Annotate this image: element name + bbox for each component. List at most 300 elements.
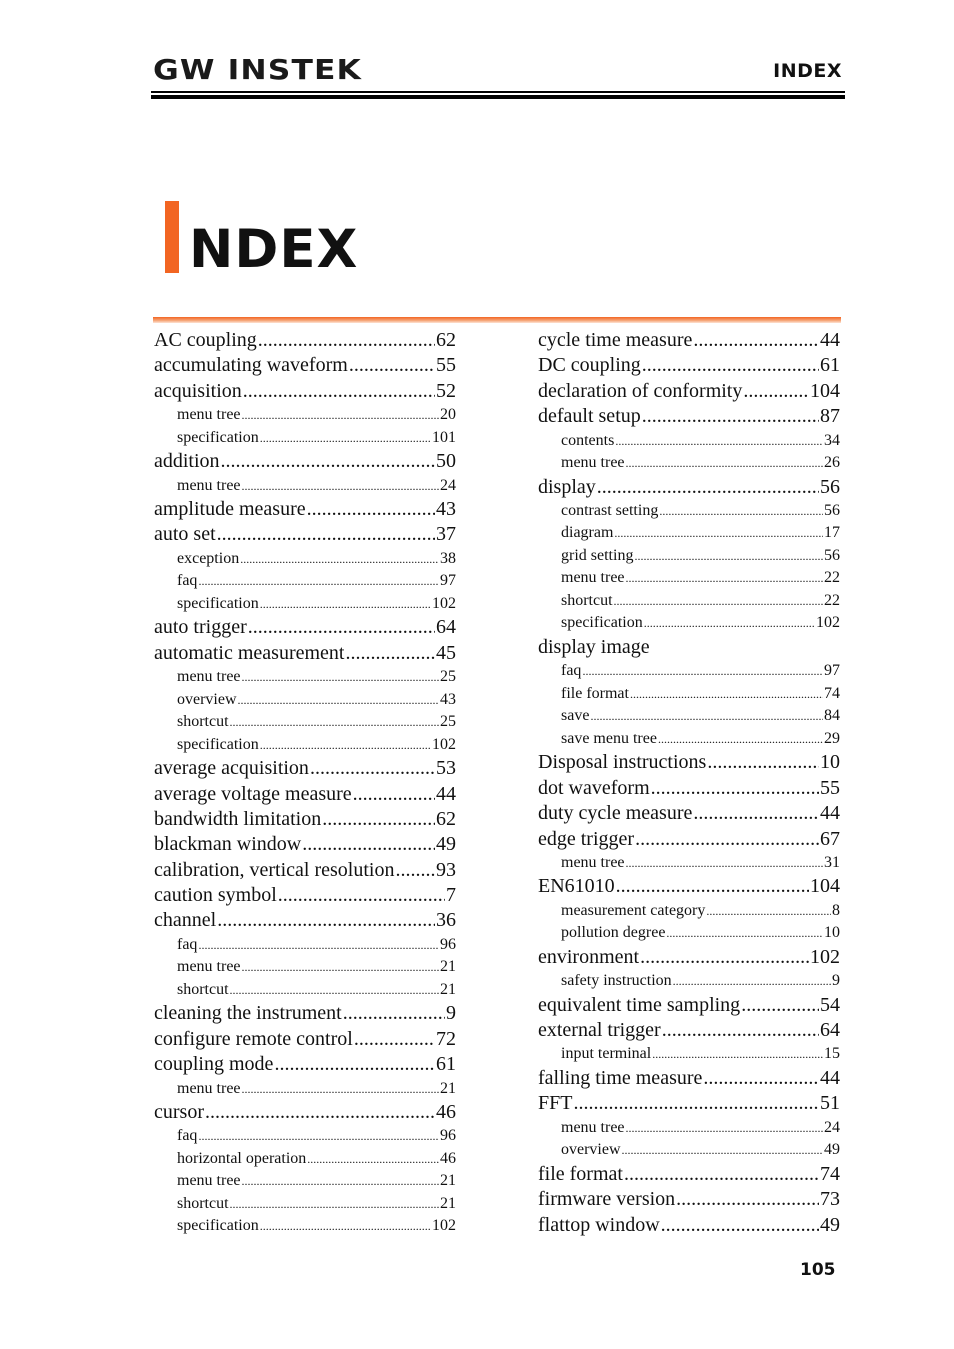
leader-dots — [651, 776, 819, 801]
index-page-ref: 104 — [810, 875, 840, 898]
index-term: horizontal operation — [177, 1149, 307, 1167]
leader-dots — [658, 728, 823, 751]
index-page-ref: 10 — [824, 924, 840, 942]
index-subentry — [538, 683, 840, 706]
leader-dots — [707, 750, 819, 775]
index-entry — [538, 475, 840, 500]
index-entry — [538, 776, 840, 801]
index-page-ref: 17 — [824, 524, 840, 542]
index-term: diagram — [561, 524, 614, 542]
leader-dots — [230, 979, 439, 1002]
index-page-ref: 22 — [824, 569, 840, 587]
index-entry — [154, 1100, 456, 1125]
index-subentry — [538, 728, 840, 751]
index-term: pollution degree — [561, 924, 666, 942]
leader-dots — [242, 1078, 439, 1101]
leader-dots — [741, 993, 819, 1018]
leader-dots — [278, 883, 445, 908]
index-page-ref: 44 — [820, 1066, 840, 1089]
leader-dots — [743, 379, 809, 404]
index-subentry — [154, 427, 456, 450]
index-entry — [538, 945, 840, 970]
leader-dots — [310, 756, 435, 781]
index-page-ref: 10 — [820, 751, 840, 774]
leader-dots — [642, 404, 819, 429]
leader-dots — [198, 934, 439, 957]
index-column-left — [154, 328, 456, 1238]
index-entry — [538, 1187, 840, 1212]
index-page-ref: 25 — [440, 713, 456, 731]
index-page-ref: 73 — [820, 1188, 840, 1211]
index-page-ref: 49 — [820, 1213, 840, 1236]
index-entry — [154, 641, 456, 666]
leader-dots — [630, 683, 823, 706]
leader-dots — [626, 852, 823, 875]
index-term: specification — [177, 1217, 259, 1235]
index-entry — [154, 353, 456, 378]
index-page-ref: 26 — [824, 454, 840, 472]
index-page-ref: 7 — [446, 884, 456, 907]
leader-dots — [258, 328, 435, 353]
leader-dots — [642, 353, 819, 378]
index-term: menu tree — [561, 569, 625, 587]
index-page-ref: 62 — [436, 329, 456, 351]
leader-dots — [666, 922, 823, 945]
leader-dots — [242, 404, 439, 427]
index-term: faq — [177, 935, 198, 953]
index-term: equivalent time sampling — [538, 993, 741, 1016]
index-entry — [154, 379, 456, 404]
leader-dots — [582, 660, 823, 683]
index-page-ref: 67 — [820, 827, 840, 850]
index-page-ref: 8 — [832, 901, 840, 919]
index-page-ref: 21 — [440, 1194, 456, 1212]
index-page-ref: 44 — [820, 802, 840, 825]
index-page-ref: 36 — [436, 909, 456, 932]
leader-dots — [590, 705, 823, 728]
index-entry — [538, 1091, 840, 1116]
leader-dots — [274, 1052, 435, 1077]
leader-dots — [217, 908, 435, 933]
index-subentry — [154, 1215, 456, 1238]
index-term: dot waveform — [538, 776, 650, 799]
index-term: cleaning the instrument — [154, 1002, 342, 1025]
leader-dots — [614, 590, 823, 613]
leader-dots — [242, 1170, 439, 1193]
index-term: menu tree — [177, 668, 241, 686]
index-term: average acquisition — [154, 757, 309, 780]
index-page-ref: 102 — [432, 594, 456, 612]
index-term: specification — [177, 428, 259, 446]
leader-dots — [624, 1162, 819, 1187]
leader-dots — [659, 500, 823, 523]
index-subentry — [538, 852, 840, 875]
index-page-ref: 102 — [432, 735, 456, 753]
index-page-ref: 96 — [440, 935, 456, 953]
index-entry — [538, 801, 840, 826]
leader-dots — [205, 1100, 435, 1125]
index-term: duty cycle measure — [538, 802, 693, 825]
leader-dots — [242, 666, 439, 689]
leader-dots — [240, 548, 439, 571]
index-term: file format — [538, 1162, 623, 1185]
index-term: menu tree — [177, 1079, 241, 1097]
index-page-ref: 97 — [440, 572, 456, 590]
index-term: display image — [538, 635, 650, 658]
leader-dots — [238, 689, 439, 712]
index-page-ref: 72 — [436, 1027, 456, 1050]
index-page-ref: 24 — [440, 476, 456, 494]
index-entry — [154, 449, 456, 474]
index-subentry — [154, 570, 456, 593]
index-term: amplitude measure — [154, 498, 306, 521]
index-term: coupling mode — [154, 1053, 274, 1076]
leader-dots — [616, 874, 809, 899]
index-entry — [538, 328, 840, 353]
leader-dots — [302, 832, 435, 857]
index-subentry — [538, 970, 840, 993]
index-subentry — [154, 548, 456, 571]
index-entry — [154, 908, 456, 933]
leader-dots — [573, 1091, 819, 1116]
index-page-ref: 15 — [824, 1045, 840, 1063]
leader-dots — [260, 427, 431, 450]
leader-dots — [307, 497, 435, 522]
index-page-ref: 102 — [810, 945, 840, 968]
leader-dots — [230, 1193, 439, 1216]
leader-dots — [640, 945, 809, 970]
leader-dots — [221, 449, 435, 474]
index-term: cursor — [154, 1101, 204, 1124]
leader-dots — [243, 379, 435, 404]
leader-dots — [693, 328, 819, 353]
index-term: shortcut — [177, 980, 229, 998]
header-rule-thin — [151, 91, 845, 93]
index-entry — [154, 522, 456, 547]
leader-dots — [198, 1125, 439, 1148]
index-term: environment — [538, 945, 640, 968]
index-term: EN61010 — [538, 875, 615, 898]
index-page-ref: 44 — [820, 329, 840, 351]
leader-dots — [248, 615, 435, 640]
index-subentry — [154, 689, 456, 712]
index-term: shortcut — [177, 1194, 229, 1212]
index-page-ref: 102 — [816, 614, 840, 632]
index-page-ref: 55 — [436, 354, 456, 377]
leader-dots — [353, 782, 435, 807]
index-page-ref: 43 — [436, 498, 456, 521]
index-page-ref: 84 — [824, 707, 840, 725]
leader-dots — [661, 1213, 819, 1238]
index-subentry — [154, 934, 456, 957]
index-term: specification — [177, 735, 259, 753]
index-term: accumulating waveform — [154, 354, 348, 377]
index-page-ref: 9 — [446, 1002, 456, 1025]
index-entry — [538, 1162, 840, 1187]
index-page-ref: 24 — [824, 1118, 840, 1136]
index-page-ref: 93 — [436, 858, 456, 881]
index-page-ref: 56 — [820, 475, 840, 498]
index-term: average voltage measure — [154, 782, 352, 805]
index-term: configure remote control — [154, 1027, 353, 1050]
index-subentry — [538, 1043, 840, 1066]
index-page-ref: 20 — [440, 406, 456, 424]
index-term: shortcut — [177, 713, 229, 731]
index-term: flattop window — [538, 1213, 660, 1236]
index-term: exception — [177, 549, 240, 567]
index-subentry — [538, 705, 840, 728]
index-page-ref: 104 — [810, 379, 840, 402]
index-term: caution symbol — [154, 884, 277, 907]
leader-dots — [343, 1001, 445, 1026]
index-page-ref: 9 — [832, 972, 840, 990]
index-term: menu tree — [561, 454, 625, 472]
leader-dots — [676, 1187, 819, 1212]
index-term: calibration, vertical resolution — [154, 858, 395, 881]
leader-dots — [693, 801, 819, 826]
index-page-ref: 64 — [436, 616, 456, 639]
index-page-ref: 21 — [440, 958, 456, 976]
index-entry — [538, 353, 840, 378]
leader-dots — [703, 1066, 819, 1091]
index-page-ref: 37 — [436, 523, 456, 546]
index-page-ref: 21 — [440, 1172, 456, 1190]
index-page-ref: 74 — [824, 684, 840, 702]
leader-dots — [395, 858, 435, 883]
index-subentry — [538, 922, 840, 945]
index-term: blackman window — [154, 833, 302, 856]
leader-dots — [230, 711, 439, 734]
index-page-ref: 52 — [436, 379, 456, 402]
title-initial-bar — [165, 201, 179, 273]
index-page-ref: 53 — [436, 757, 456, 780]
leader-dots — [626, 452, 823, 475]
index-subentry — [538, 430, 840, 453]
leader-dots — [217, 522, 435, 547]
index-page-ref: 64 — [820, 1019, 840, 1042]
index-page-ref: 46 — [436, 1101, 456, 1124]
index-subentry — [154, 1148, 456, 1171]
index-page-ref: 97 — [824, 662, 840, 680]
index-subentry — [538, 545, 840, 568]
index-subentry — [154, 404, 456, 427]
page-title: NDEX — [189, 219, 359, 280]
index-entry — [538, 404, 840, 429]
leader-dots — [260, 593, 431, 616]
index-subentry — [538, 612, 840, 635]
index-subentry — [154, 711, 456, 734]
index-page-ref: 49 — [824, 1141, 840, 1159]
leader-dots — [652, 1043, 823, 1066]
index-page-ref: 21 — [440, 1079, 456, 1097]
index-entry — [538, 1018, 840, 1043]
index-subentry — [538, 660, 840, 683]
leader-dots — [635, 827, 819, 852]
leader-dots — [662, 1018, 819, 1043]
index-page-ref: 61 — [436, 1053, 456, 1076]
index-term: addition — [154, 450, 220, 473]
leader-dots — [242, 475, 439, 498]
index-subentry — [154, 475, 456, 498]
index-entry — [154, 497, 456, 522]
index-page-ref: 61 — [820, 354, 840, 377]
index-term: Disposal instructions — [538, 751, 707, 774]
index-term: automatic measurement — [154, 641, 345, 664]
leader-dots — [597, 475, 819, 500]
leader-dots — [626, 1117, 823, 1140]
index-page-ref: 22 — [824, 591, 840, 609]
index-entry — [154, 883, 456, 908]
index-page-ref: 87 — [820, 405, 840, 428]
index-page-ref: 56 — [824, 501, 840, 519]
leader-dots — [260, 1215, 431, 1238]
index-entry — [538, 993, 840, 1018]
index-subentry — [538, 1117, 840, 1140]
index-term: menu tree — [177, 958, 241, 976]
index-page-ref: 56 — [824, 546, 840, 564]
leader-dots — [614, 522, 823, 545]
index-term: menu tree — [561, 1118, 625, 1136]
index-page-ref: 34 — [824, 431, 840, 449]
index-page-ref: 29 — [824, 729, 840, 747]
index-page-ref: 38 — [440, 549, 456, 567]
index-entry — [154, 756, 456, 781]
index-page-ref: 62 — [436, 807, 456, 830]
index-page-ref: 31 — [824, 853, 840, 871]
index-page-ref: 50 — [436, 450, 456, 473]
index-term: bandwidth limitation — [154, 807, 322, 830]
index-term: acquisition — [154, 379, 242, 402]
index-page-ref: 96 — [440, 1127, 456, 1145]
index-term: menu tree — [177, 406, 241, 424]
index-page-ref: 54 — [820, 993, 840, 1016]
index-term: default setup — [538, 405, 641, 428]
index-page-ref: 21 — [440, 980, 456, 998]
index-term: falling time measure — [538, 1066, 703, 1089]
header-rule-thick — [151, 95, 845, 99]
index-page-ref: 101 — [432, 428, 456, 446]
index-term: auto trigger — [154, 616, 247, 639]
index-entry — [154, 1027, 456, 1052]
index-entry — [538, 1213, 840, 1238]
index-term: faq — [561, 662, 582, 680]
index-term: contents — [561, 431, 615, 449]
leader-dots — [622, 1139, 823, 1162]
index-page-ref: 43 — [440, 690, 456, 708]
index-term: save — [561, 707, 590, 725]
index-term: save menu tree — [561, 729, 657, 747]
index-page-ref: 74 — [820, 1162, 840, 1185]
brand-logo: GW INSTEK — [153, 53, 362, 86]
index-entry — [154, 1001, 456, 1026]
index-subentry — [154, 956, 456, 979]
index-term: faq — [177, 1127, 198, 1145]
index-subentry — [538, 900, 840, 923]
index-subentry — [154, 1078, 456, 1101]
leader-dots — [706, 900, 831, 923]
section-label: INDEX — [773, 60, 842, 82]
leader-dots — [242, 956, 439, 979]
page-number: 105 — [800, 1260, 836, 1280]
index-subentry — [154, 593, 456, 616]
leader-dots — [322, 807, 435, 832]
index-entry — [154, 807, 456, 832]
index-term: specification — [561, 614, 643, 632]
index-term: menu tree — [177, 1172, 241, 1190]
index-entry — [538, 750, 840, 775]
index-subentry — [538, 567, 840, 590]
leader-dots — [673, 970, 831, 993]
index-page-ref: 25 — [440, 668, 456, 686]
index-page-ref: 51 — [820, 1092, 840, 1115]
index-subentry — [154, 1193, 456, 1216]
leader-dots — [626, 567, 823, 590]
index-subentry — [538, 522, 840, 545]
index-term: overview — [561, 1141, 621, 1159]
index-term: DC coupling — [538, 354, 641, 377]
index-subentry — [538, 500, 840, 523]
index-entry — [154, 858, 456, 883]
index-term: measurement category — [561, 901, 706, 919]
index-subentry — [154, 1170, 456, 1193]
index-term: faq — [177, 572, 198, 590]
index-page-ref: 45 — [436, 641, 456, 664]
leader-dots — [260, 734, 431, 757]
index-term: safety instruction — [561, 972, 672, 990]
index-term: edge trigger — [538, 827, 635, 850]
index-entry — [154, 782, 456, 807]
index-entry — [538, 874, 840, 899]
index-term: channel — [154, 909, 217, 932]
index-term: external trigger — [538, 1019, 661, 1042]
index-term: contrast setting — [561, 501, 659, 519]
index-page-ref: 55 — [820, 776, 840, 799]
index-term: AC coupling — [154, 329, 257, 351]
index-entry — [538, 635, 840, 660]
index-entry — [154, 1052, 456, 1077]
index-term: cycle time measure — [538, 329, 693, 351]
index-subentry — [154, 979, 456, 1002]
leader-dots — [307, 1148, 439, 1171]
index-page-ref: 46 — [440, 1149, 456, 1167]
index-term: menu tree — [177, 476, 241, 494]
index-subentry — [538, 452, 840, 475]
index-term: auto set — [154, 523, 216, 546]
index-subentry — [538, 1139, 840, 1162]
index-term: overview — [177, 690, 237, 708]
index-term: input terminal — [561, 1045, 652, 1063]
index-column-right — [538, 328, 840, 1238]
index-term: menu tree — [561, 853, 625, 871]
index-page-ref: 49 — [436, 833, 456, 856]
index-subentry — [154, 666, 456, 689]
index-entry — [538, 1066, 840, 1091]
index-page-ref: 102 — [432, 1217, 456, 1235]
leader-dots — [634, 545, 823, 568]
leader-dots — [354, 1027, 435, 1052]
leader-dots — [198, 570, 439, 593]
index-entry — [538, 379, 840, 404]
index-page-ref: 44 — [436, 782, 456, 805]
index-entry — [154, 832, 456, 857]
title-underline — [153, 317, 841, 323]
index-term: display — [538, 475, 596, 498]
index-entry — [154, 615, 456, 640]
index-term: grid setting — [561, 546, 634, 564]
index-subentry — [154, 734, 456, 757]
leader-dots — [644, 612, 815, 635]
index-term: firmware version — [538, 1188, 676, 1211]
